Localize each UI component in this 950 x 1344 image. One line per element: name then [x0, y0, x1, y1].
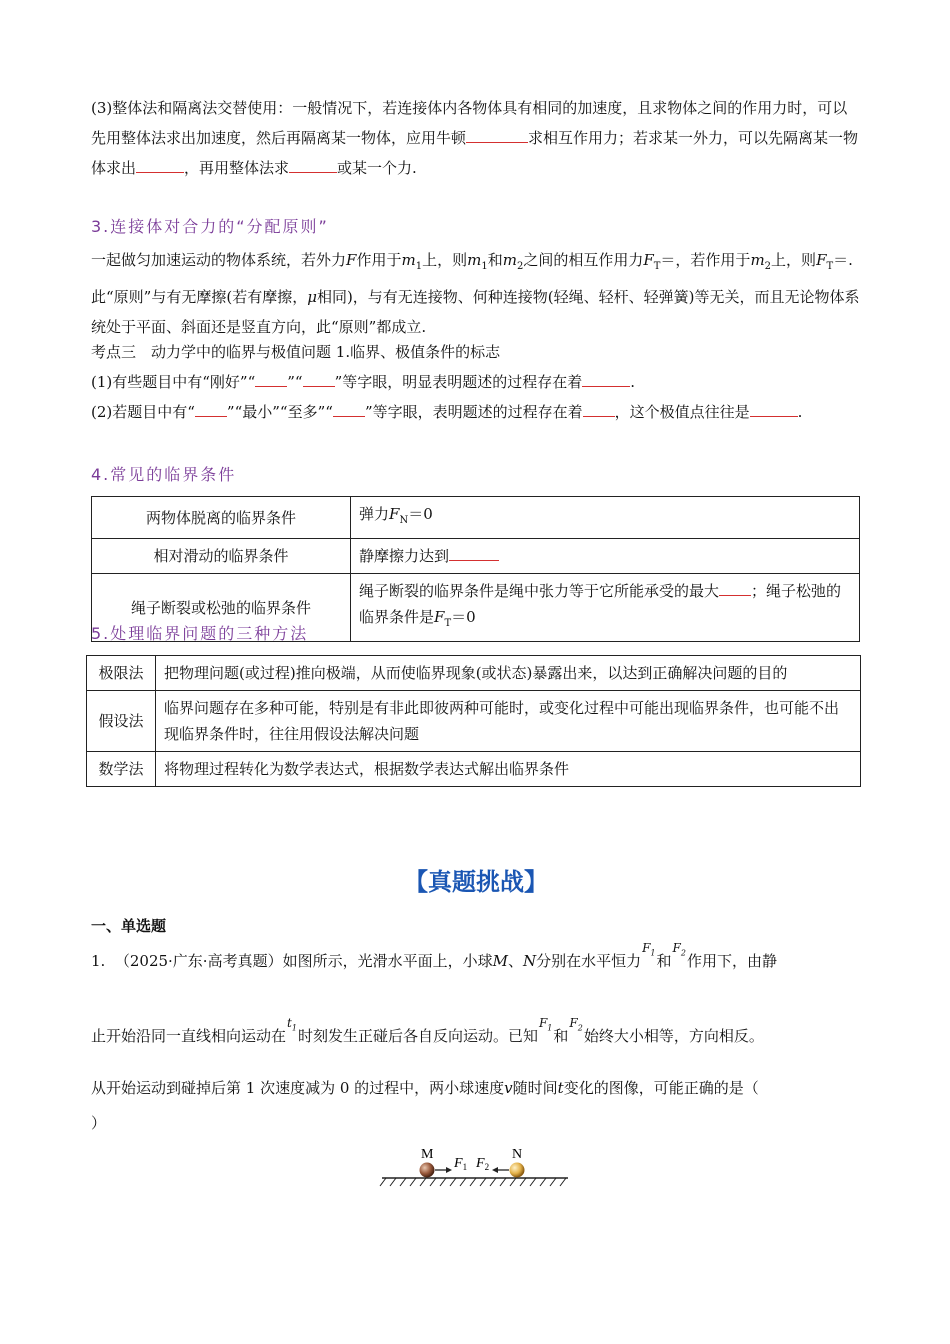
ball-m-text: M [421, 1147, 434, 1162]
table-cell: 假设法 [87, 691, 156, 752]
answer-blank [255, 370, 287, 387]
answer-blank [136, 156, 184, 173]
ball-n-text: N [512, 1147, 523, 1162]
subscript: T [653, 261, 661, 272]
table-cell: 数学法 [87, 752, 156, 787]
table-cell: 临界问题存在多种可能，特别是有非此即彼两种可能时，或变化过程中可能出现临界条件，也可能不出现临界条件时，往往用假设法解决问题 [156, 691, 861, 752]
time-t1: $t_1$ [287, 1016, 297, 1033]
text: ”等字眼，明显表明题述的过程存在着 [334, 373, 583, 391]
condition-one [91, 367, 861, 397]
answer-blank [582, 370, 630, 387]
section-title: 【真题挑战】 [404, 868, 548, 896]
topic-three: 考点三 动力学中的临界与极值问题 1.临界、极值条件的标志 [91, 343, 501, 361]
mass-symbol: m [750, 251, 765, 269]
subscript: 2 [516, 261, 524, 272]
question-1-line-3 [91, 1073, 861, 1103]
question-1-line-1 [91, 941, 861, 982]
text: 变化的图像，可能正确的是（ [563, 1079, 759, 1097]
mu-symbol: μ [307, 288, 317, 306]
table-row [92, 539, 860, 574]
table-row [87, 656, 861, 691]
condition-two [91, 397, 861, 427]
text: 作用下，由静 [686, 952, 777, 970]
collision-figure-overlay [378, 1140, 572, 1188]
table-cell: 两物体脱离的临界条件 [92, 497, 351, 539]
text: 作用于 [356, 251, 402, 269]
ball-m-label: M [492, 952, 508, 970]
velocity-symbol: v [504, 1079, 513, 1097]
table-row [87, 691, 861, 752]
text: (3)整体法和隔离法交替使用：一般情况下，若连接体内各物体具有相同的加速度，且求物体之间的作用力时，可以先用整体法求出加速度，然后再隔离某一物体，应用牛顿 [91, 99, 848, 147]
text: ”等字眼，表明题述的过程存在着 [364, 403, 583, 421]
text: 相同)，与有无连接物、何种连接物(轻绳、轻杆、轻弹簧)等无关，而且无论物体系统处于平面、斜面还是竖直方向，此“原则”都成立. [91, 288, 860, 336]
text: 静摩擦力达到 [359, 547, 450, 565]
text: 求相互作用力；若求某一外力，可以先隔离某一物体求出 [91, 129, 859, 177]
table-cell: 把物理问题(或过程)推向极端，从而使临界现象(或状态)暴露出来，以达到正确解决问题的目的 [156, 656, 861, 691]
force-symbol: F [643, 251, 654, 269]
text: 始终大小相等，方向相反。 [583, 1027, 764, 1045]
text: ，这个极值点往往是 [614, 403, 750, 421]
text: (2)若题目中有“ [91, 403, 195, 421]
text: . [630, 373, 636, 391]
paragraph-whole-isolation [91, 93, 861, 183]
text: 止开始沿同一直线相向运动在 [91, 1027, 287, 1045]
ball-n-label: N [522, 952, 537, 970]
table-cell [351, 497, 860, 539]
table-cell [351, 539, 860, 574]
text: 随时间 [512, 1079, 558, 1097]
table-cell [351, 574, 860, 642]
ball-n-icon [510, 1163, 525, 1178]
mass-symbol: m [401, 251, 416, 269]
answer-blank [333, 400, 365, 417]
force-symbol: F [389, 505, 400, 523]
text: ＝0 [408, 505, 433, 523]
answer-blank [449, 544, 499, 561]
heading-critical-conditions: 4.常见的临界条件 [91, 465, 237, 484]
subscript: T [826, 261, 834, 272]
force-f2: $F_2$ [569, 1016, 583, 1033]
text: 上，则 [771, 251, 817, 269]
subscript: T [444, 618, 452, 629]
force-symbol: F [434, 608, 445, 626]
text: 和 [553, 1027, 569, 1045]
text: 一起做匀加速运动的物体系统，若外力 [91, 251, 347, 269]
text: 和 [487, 251, 503, 269]
table-cell: 相对滑动的临界条件 [92, 539, 351, 574]
answer-blank [289, 156, 337, 173]
table-cell: 将物理过程转化为数学表达式，根据数学表达式解出临界条件 [156, 752, 861, 787]
ball-m-icon [420, 1163, 435, 1178]
text: 之间的相互作用力 [523, 251, 644, 269]
answer-blank [583, 400, 615, 417]
question-1-line-2 [91, 1016, 861, 1057]
table-cell: 绳子断裂或松弛的临界条件 [92, 574, 351, 642]
text: （2025·广东·高考真题）如图所示，光滑水平面上，小球 [114, 952, 493, 970]
text: (1)有些题目中有“刚好”“ [91, 373, 256, 391]
text: ；绳子松弛的临界条件是 [359, 582, 842, 626]
paragraph-allocation [91, 245, 861, 342]
text: ＝.此“原则”与有无摩擦(若有摩擦， [91, 251, 853, 306]
subscript: 2 [764, 261, 772, 272]
f1-text: $F_1$ [454, 1156, 468, 1172]
question-1-line-4: ） [91, 1114, 107, 1132]
answer-blank [750, 400, 798, 417]
text: 上，则 [422, 251, 468, 269]
question-number: 1. [91, 952, 106, 970]
answer-blank [719, 579, 751, 596]
text: ”“最小”“至多”“ [226, 403, 333, 421]
heading-allocation: 3.连接体对合力的“分配原则” [91, 217, 329, 236]
subscript: 1 [481, 261, 488, 272]
text: ＝0 [451, 608, 476, 626]
text: 、 [507, 952, 523, 970]
text: 弹力 [359, 505, 390, 523]
subscript: 1 [415, 261, 423, 272]
table-row [87, 752, 861, 787]
answer-blank [466, 126, 528, 143]
heading-three-methods: 5.处理临界问题的三种方法 [91, 624, 309, 643]
text: 从开始运动到碰掉后第 1 次速度减为 0 的过程中，两小球速度 [91, 1079, 505, 1097]
time-symbol: t [557, 1079, 564, 1097]
force-f1: $F_1$ [642, 941, 656, 958]
text: . [797, 403, 803, 421]
text: ”“ [287, 373, 303, 391]
mass-symbol: m [502, 251, 517, 269]
text: ，再用整体法求 [184, 159, 290, 177]
text: 时刻发生正碰后各自反向运动。已知 [297, 1027, 538, 1045]
table-cell: 极限法 [87, 656, 156, 691]
force-f1: $F_1$ [538, 1016, 553, 1033]
methods-table [86, 655, 861, 787]
single-choice-heading: 一、单选题 [91, 917, 167, 935]
f2-text: $F_2$ [476, 1156, 490, 1172]
force-f2: $F_2$ [672, 941, 686, 958]
table-row [92, 497, 860, 539]
force-symbol: F [816, 251, 827, 269]
answer-blank [195, 400, 227, 417]
mass-symbol: m [467, 251, 482, 269]
answer-blank [303, 370, 335, 387]
text: 绳子断裂的临界条件是绳中张力等于它所能承受的最大 [359, 582, 720, 600]
text: 分别在水平恒力 [536, 952, 642, 970]
text: ＝，若作用于 [660, 251, 751, 269]
text: 和 [656, 952, 672, 970]
text: 或某一个力. [337, 159, 417, 177]
subscript: N [399, 515, 409, 526]
force-symbol: F [346, 251, 357, 269]
